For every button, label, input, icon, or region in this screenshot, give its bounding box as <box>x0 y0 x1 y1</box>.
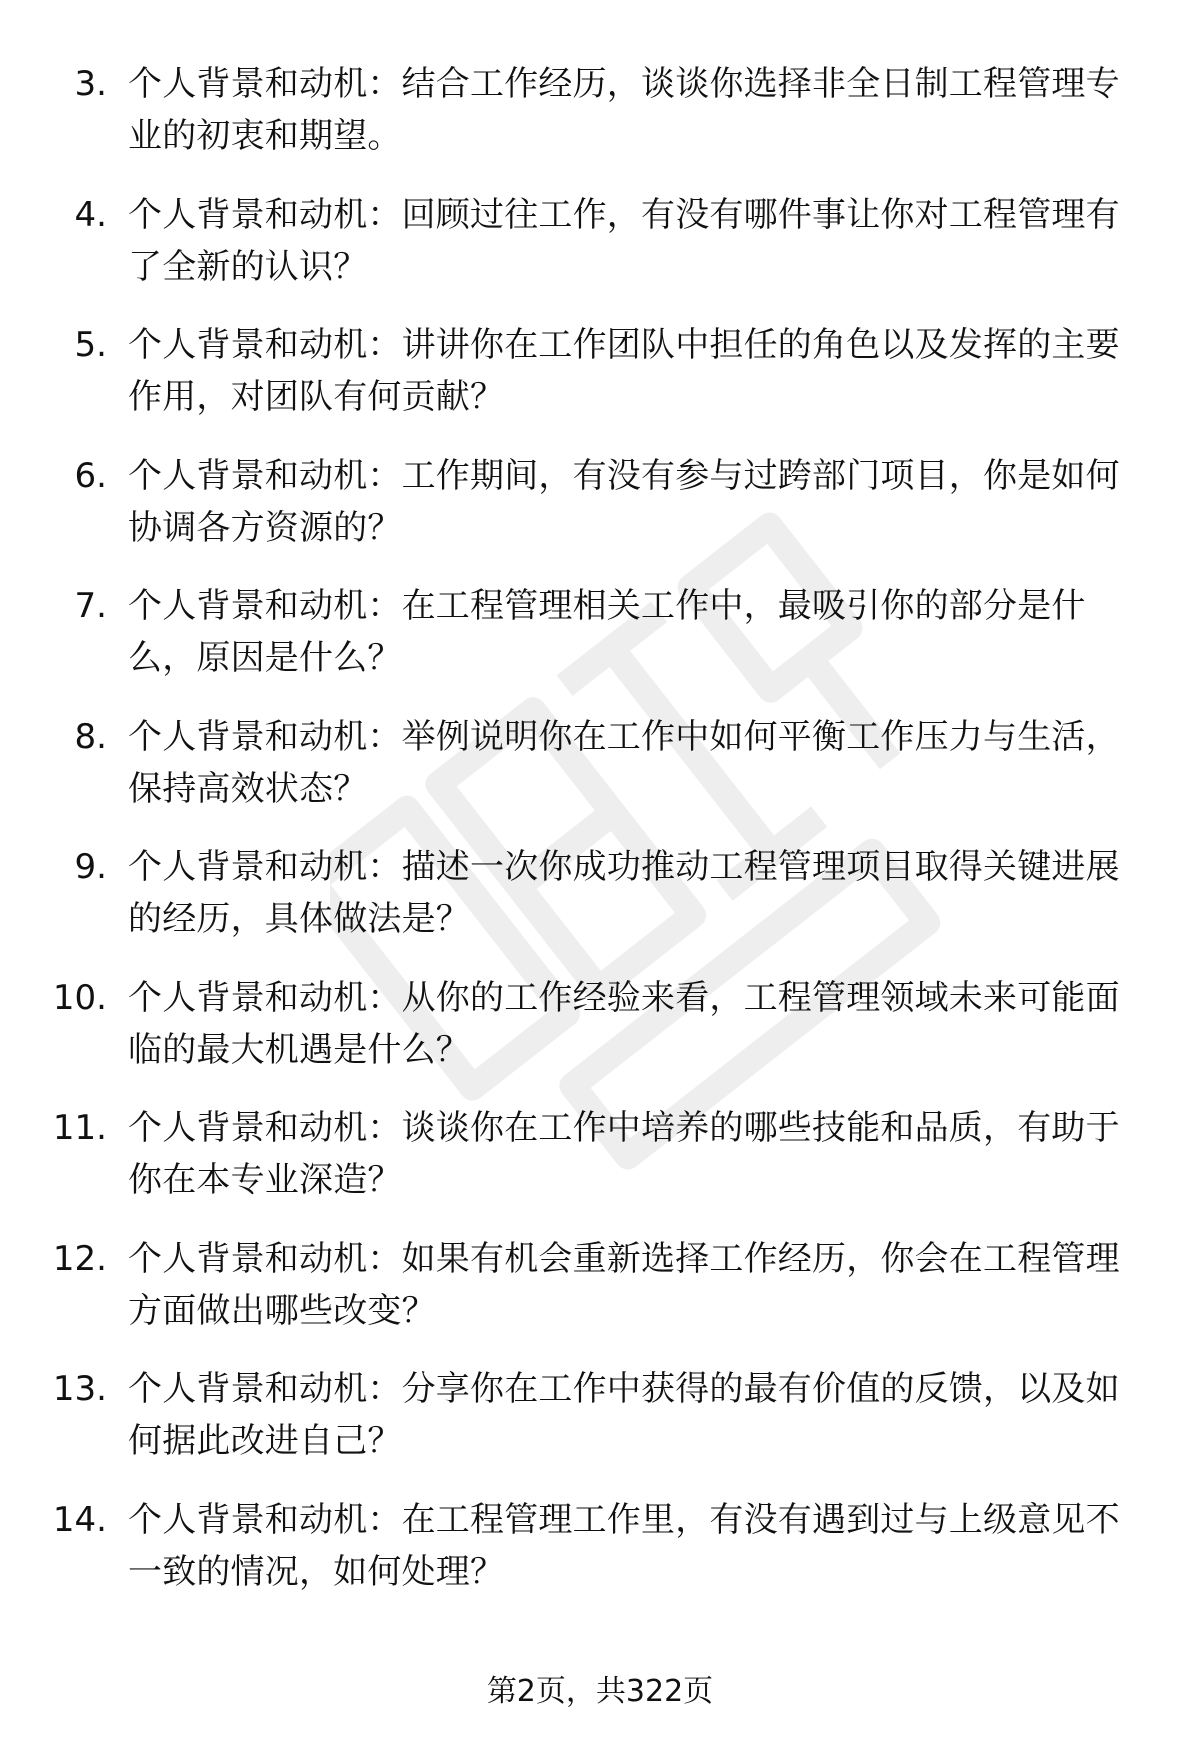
question-item <box>0 972 1200 1074</box>
question-text: 个人背景和动机：如果有机会重新选择工作经历，你会在工程管理方面做出哪些改变？ <box>128 1238 1120 1331</box>
question-item <box>0 580 1200 682</box>
question-item <box>0 1494 1200 1596</box>
question-item <box>0 189 1200 291</box>
question-item <box>0 58 1200 160</box>
question-item <box>0 450 1200 552</box>
question-item <box>0 841 1200 943</box>
question-number: 6. <box>74 455 107 496</box>
question-text: 个人背景和动机：在工程管理相关工作中，最吸引你的部分是什么，原因是什么？ <box>128 586 1086 678</box>
question-text: 个人背景和动机：举例说明你在工作中如何平衡工作压力与生活，保持高效状态？ <box>128 716 1120 809</box>
page-footer: 第2页，共322页 <box>486 1674 714 1709</box>
question-item <box>0 319 1200 421</box>
question-list <box>0 58 1200 1624</box>
question-text: 个人背景和动机：讲讲你在工作团队中担任的角色以及发挥的主要作用，对团队有何贡献？ <box>128 325 1120 417</box>
question-text: 个人背景和动机：结合工作经历，谈谈你选择非全日制工程管理专业的初衷和期望。 <box>128 64 1120 156</box>
question-number: 9. <box>74 847 107 887</box>
question-number: 10. <box>52 977 107 1018</box>
question-number: 14. <box>52 1499 107 1540</box>
question-text: 个人背景和动机：工作期间，有没有参与过跨部门项目，你是如何协调各方资源的？ <box>128 455 1120 548</box>
question-number: 8. <box>74 716 107 757</box>
question-text: 个人背景和动机：谈谈你在工作中培养的哪些技能和品质，有助于你在本专业深造？ <box>128 1108 1120 1200</box>
question-item <box>0 711 1200 813</box>
question-number: 11. <box>52 1108 107 1148</box>
question-text: 个人背景和动机：在工程管理工作里，有没有遇到过与上级意见不一致的情况，如何处理？ <box>128 1499 1120 1592</box>
question-text: 个人背景和动机：从你的工作经验来看，工程管理领域未来可能面临的最大机遇是什么？ <box>128 977 1120 1070</box>
question-text: 个人背景和动机：分享你在工作中获得的最有价值的反馈，以及如何据此改进自己？ <box>128 1369 1120 1461</box>
question-item <box>0 1102 1200 1204</box>
question-number: 4. <box>74 194 107 235</box>
question-item <box>0 1363 1200 1465</box>
question-number: 3. <box>74 64 107 104</box>
question-text: 个人背景和动机：描述一次你成功推动工程管理项目取得关键进展的经历，具体做法是？ <box>128 847 1120 939</box>
question-number: 5. <box>74 325 107 365</box>
question-item <box>0 1233 1200 1335</box>
question-number: 7. <box>74 586 107 626</box>
question-number: 12. <box>52 1238 107 1279</box>
question-text: 个人背景和动机：回顾过往工作，有没有哪件事让你对工程管理有了全新的认识？ <box>128 194 1120 287</box>
question-number: 13. <box>52 1369 107 1409</box>
